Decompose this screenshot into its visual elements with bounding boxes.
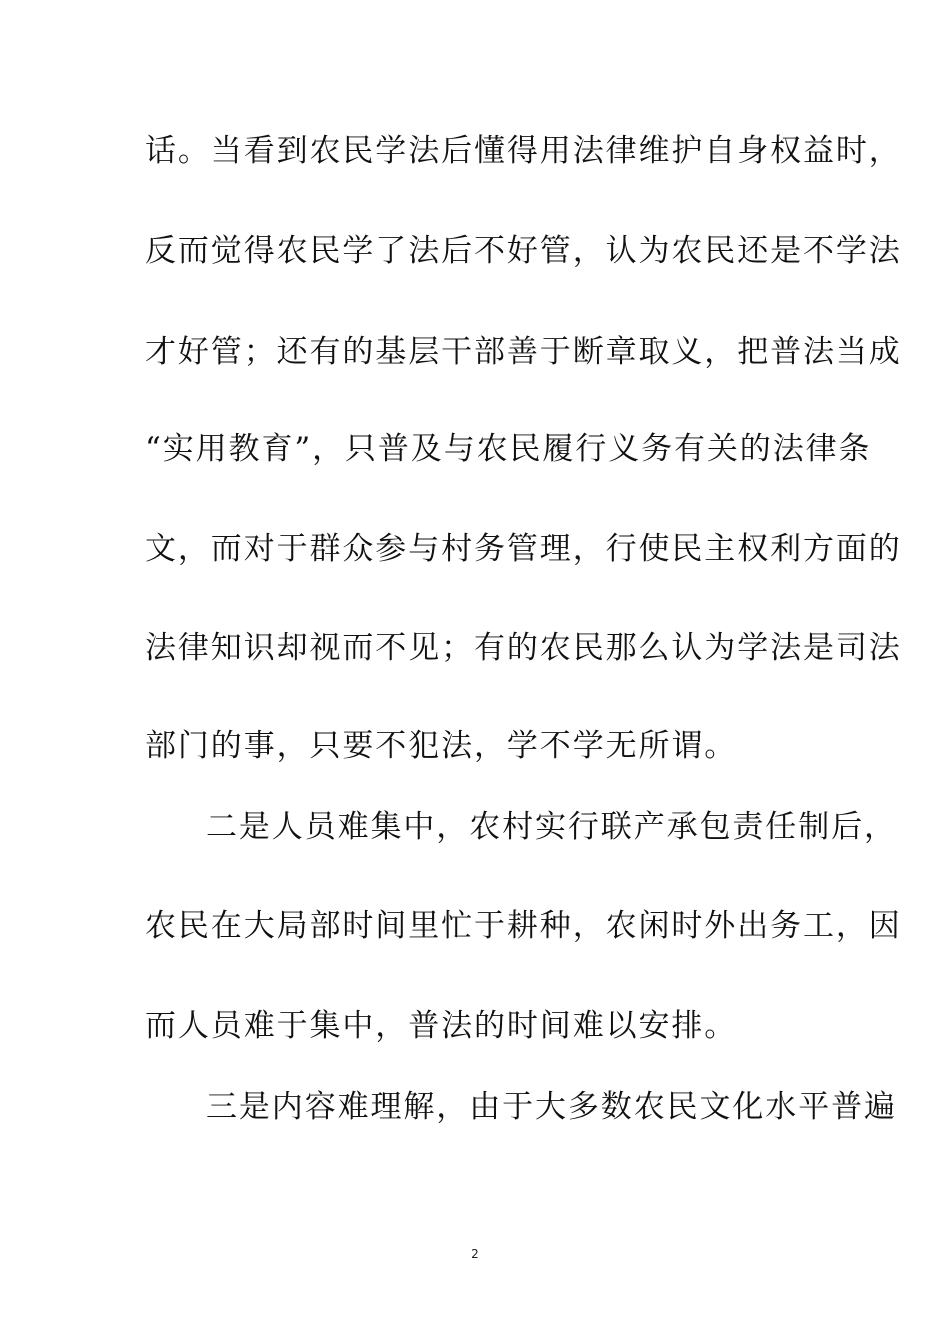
text-line-8: 二是人员难集中，农村实行联产承包责任制后， xyxy=(206,809,897,845)
text-line-9: 农民在大局部时间里忙于耕种，农闲时外出务工，因 xyxy=(145,908,902,944)
text-line-3: 才好管；还有的基层干部善于断章取义，把普法当成 xyxy=(145,334,902,370)
page-number: 2 xyxy=(471,1247,479,1261)
text-line-7: 部门的事，只要不犯法，学不学无所谓。 xyxy=(145,728,738,764)
text-line-10: 而人员难于集中，普法的时间难以安排。 xyxy=(145,1008,738,1044)
text-line-11: 三是内容难理解，由于大多数农民文化水平普遍 xyxy=(206,1089,897,1125)
text-line-4: “实用教育”，只普及与农民履行义务有关的法律条 xyxy=(145,431,872,467)
text-line-2: 反而觉得农民学了法后不好管，认为农民还是不学法 xyxy=(145,233,902,269)
text-line-1: 话。当看到农民学法后懂得用法律维护自身权益时， xyxy=(145,133,902,169)
text-line-5: 文，而对于群众参与村务管理，行使民主权利方面的 xyxy=(145,531,902,567)
text-line-6: 法律知识却视而不见；有的农民那么认为学法是司法 xyxy=(145,630,902,666)
